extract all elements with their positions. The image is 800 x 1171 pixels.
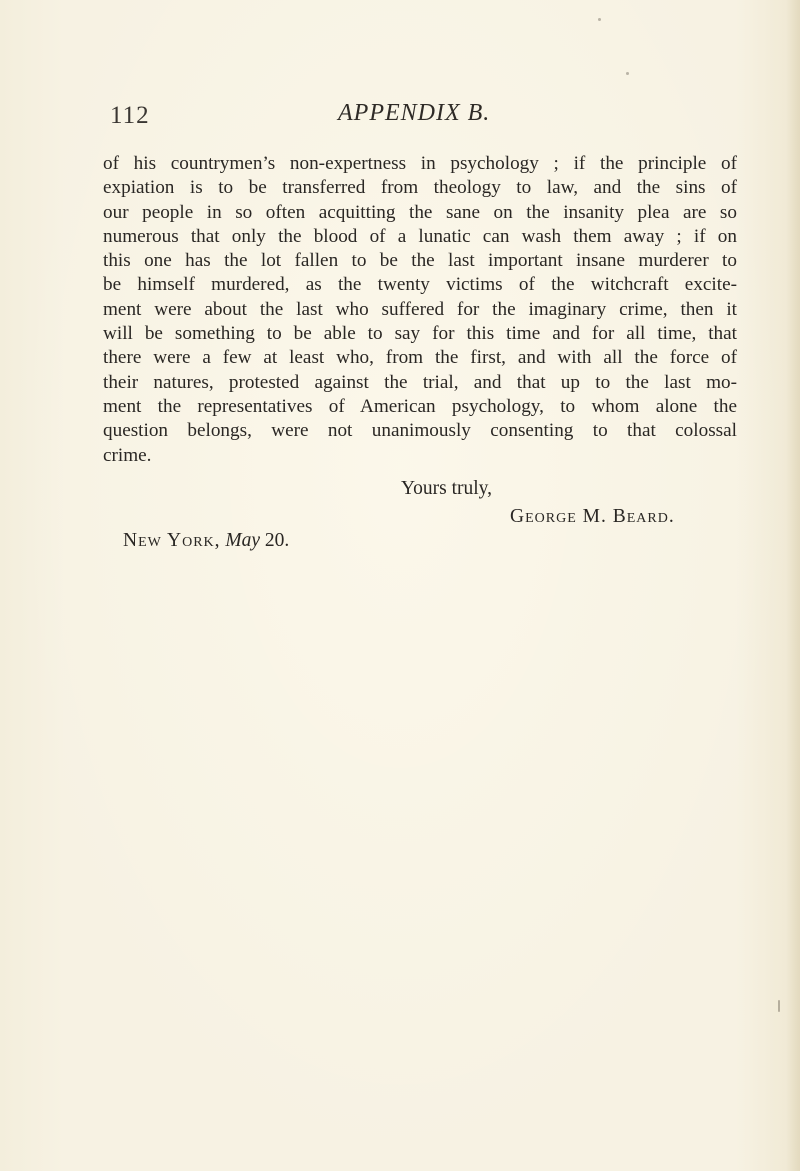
dateline-place: New York, — [123, 530, 221, 551]
page-edge-shadow — [786, 0, 800, 1171]
page-header — [110, 100, 730, 140]
dateline — [123, 530, 289, 552]
text-line: there were a few at least who, from the first, and with all the force of — [103, 347, 737, 369]
text-line: of his countrymen’s non-expertness in psychology ; if the principle of — [103, 153, 737, 174]
text-line: expiation is to be transferred from theology to law, and the sins of — [103, 177, 737, 199]
text-line: ment were about the last who suffered for the imaginary crime, then it — [103, 298, 737, 320]
text-line-last: crime. — [103, 444, 152, 466]
text-line: this one has the lot fallen to be the last important insane murderer to — [103, 250, 737, 272]
paper-speck — [598, 18, 601, 21]
paper-mark — [778, 1000, 780, 1012]
text-line: be himself murdered, as the twenty victims of the witchcraft excite- — [103, 274, 737, 296]
text-line: question belongs, were not unanimously consenting to that colossal — [103, 420, 737, 442]
author-signature: George M. Beard. — [510, 506, 675, 527]
text-line: numerous that only the blood of a lunatic can wash them away ; if on — [103, 225, 737, 247]
text-line: our people in so often acquitting the sane on the insanity plea are so — [103, 201, 737, 223]
page-number: 112 — [110, 102, 150, 129]
running-head: APPENDIX B. — [338, 100, 491, 126]
text-line: their natures, protested against the trial, and that up to the last mo- — [103, 371, 737, 393]
paper-speck — [626, 72, 629, 75]
text-line: will be something to be able to say for this time and for all time, that — [103, 323, 737, 345]
dateline-month: May — [225, 530, 261, 551]
body-paragraph — [103, 152, 737, 468]
closing-salutation: Yours truly, — [401, 478, 493, 499]
dateline-day: 20. — [264, 530, 290, 551]
text-line: ment the representatives of American psychology, to whom alone the — [103, 395, 737, 417]
